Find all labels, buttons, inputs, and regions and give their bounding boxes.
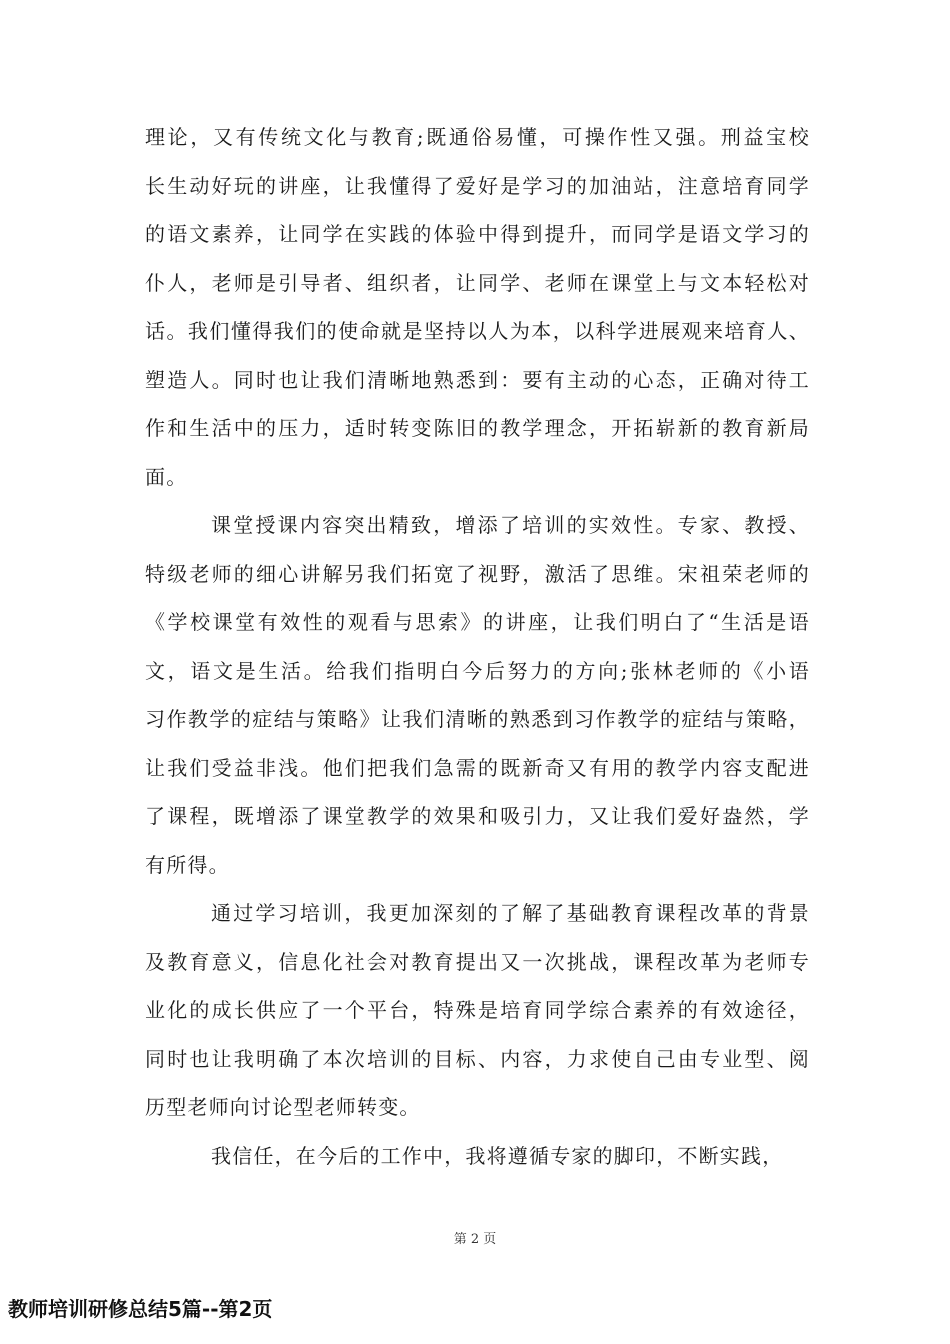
text-line: 面。 <box>145 464 188 489</box>
text-line: 同时也让我明确了本次培训的目标、内容，力求使自己由专业型、阅 <box>145 1046 810 1071</box>
text-line: 作和生活中的压力，适时转变陈旧的教学理念，开拓崭新的教育新局 <box>145 416 810 440</box>
text-line: 历型老师向讨论型老师转变。 <box>145 1095 421 1119</box>
text-line: 长生动好玩的讲座，让我懂得了爱好是学习的加油站，注意培育同学 <box>145 173 810 198</box>
text-line: 《学校课堂有效性的观看与思索》的讲座，让我们明白了“生活是语 <box>145 610 810 634</box>
text-line: 仆人，老师是引导者、组织者，让同学、老师在课堂上与文本轻松对 <box>145 270 810 295</box>
paragraph <box>145 1132 810 1181</box>
text-line: 塑造人。同时也让我们清晰地熟悉到：要有主动的心态，正确对待工 <box>145 367 810 392</box>
text-line: 我信任，在今后的工作中，我将遵循专家的脚印，不断实践， <box>211 1143 784 1168</box>
page-number: 第 2 页 <box>453 1232 497 1247</box>
paragraph <box>145 501 810 889</box>
text-line: 话。我们懂得我们的使命就是坚持以人为本，以科学进展观来培育人、 <box>145 319 810 343</box>
paragraph <box>145 889 810 1132</box>
text-line: 业化的成长供应了一个平台，特殊是培育同学综合素养的有效途径， <box>145 998 810 1022</box>
text-line: 理论，又有传统文化与教育;既通俗易懂，可操作性又强。刑益宝校 <box>145 125 810 149</box>
footer-title: 教师培训研修总结5篇--第2页 <box>8 1297 273 1321</box>
text-line: 课堂授课内容突出精致，增添了培训的实效性。专家、教授、 <box>211 513 810 537</box>
document-body <box>145 113 810 1180</box>
text-line: 了课程，既增添了课堂教学的效果和吸引力，又让我们爱好盎然，学 <box>145 804 810 828</box>
text-line: 及教育意义，信息化社会对教育提出又一次挑战，课程改革为老师专 <box>145 949 810 974</box>
text-line: 通过学习培训，我更加深刻的了解了基础教育课程改革的背景 <box>211 901 810 925</box>
text-line: 的语文素养，让同学在实践的体验中得到提升，而同学是语文学习的 <box>145 222 810 246</box>
paragraph <box>145 113 810 501</box>
text-line: 文，语文是生活。给我们指明白今后努力的方向;张林老师的《小语 <box>145 658 810 683</box>
text-line: 特级老师的细心讲解另我们拓宽了视野，激活了思维。宋祖荣老师的 <box>145 561 810 586</box>
text-line: 习作教学的症结与策略》让我们清晰的熟悉到习作教学的症结与策略， <box>145 707 810 731</box>
text-line: 让我们受益非浅。他们把我们急需的既新奇又有用的教学内容支配进 <box>145 755 810 780</box>
text-line: 有所得。 <box>145 852 230 877</box>
